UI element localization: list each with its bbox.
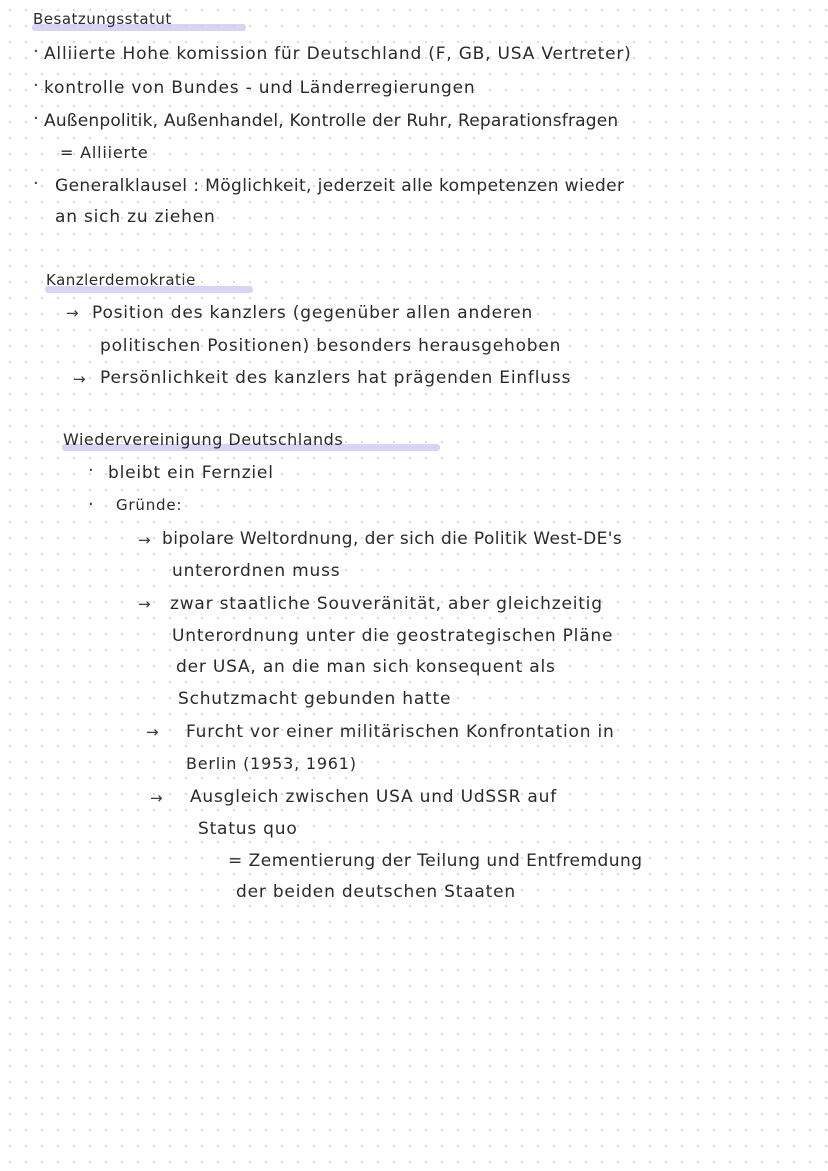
note-line: Schutzmacht gebunden hatte — [178, 689, 452, 709]
note-line: Persönlichkeit des kanzlers hat prägenden Einfluss — [100, 368, 572, 388]
section-heading: Besatzungsstatut — [33, 10, 172, 28]
bullet-dot: · — [88, 494, 94, 515]
note-line: bleibt ein Fernziel — [108, 463, 274, 483]
note-line: Position des kanzlers (gegenüber allen anderen — [92, 303, 534, 323]
note-line: Status quo — [198, 819, 298, 839]
note-line: an sich zu ziehen — [55, 207, 216, 227]
note-line: Ausgleich zwischen USA und UdSSR auf — [190, 787, 557, 807]
note-line: der USA, an die man sich konsequent als — [176, 657, 556, 677]
section-heading: Wiedervereinigung Deutschlands — [63, 430, 344, 449]
arrow-icon: → — [73, 370, 86, 388]
arrow-icon: → — [66, 304, 79, 322]
bullet-dot: · — [33, 41, 39, 62]
note-line: bipolare Weltordnung, der sich die Politik West-DE's — [162, 529, 623, 549]
arrow-icon: → — [138, 531, 151, 549]
bullet-dot: · — [33, 75, 39, 96]
note-line: Unterordnung unter die geostrategischen Pläne — [172, 626, 614, 646]
bullet-dot: · — [33, 173, 39, 194]
section-heading: Kanzlerdemokratie — [46, 271, 196, 289]
note-line: Berlin (1953, 1961) — [186, 754, 357, 773]
bullet-dot: · — [88, 460, 94, 481]
note-line: = Zementierung der Teilung und Entfremdung — [228, 851, 643, 871]
note-line: Furcht vor einer militärischen Konfrontation in — [186, 722, 615, 742]
note-line: politischen Positionen) besonders herausgehoben — [100, 336, 562, 356]
note-line: Gründe: — [116, 496, 183, 514]
note-line: Außenpolitik, Außenhandel, Kontrolle der Ruhr, Reparationsfragen — [44, 111, 619, 131]
arrow-icon: → — [150, 789, 163, 807]
arrow-icon: → — [146, 723, 159, 741]
note-line: zwar staatliche Souveränität, aber gleichzeitig — [170, 594, 603, 614]
bullet-dot: · — [33, 108, 39, 129]
note-line: Generalklausel : Möglichkeit, jederzeit alle kompetenzen wieder — [55, 176, 625, 196]
note-line: Alliierte Hohe komission für Deutschland (F, GB, USA Vertreter) — [44, 44, 632, 64]
note-line: kontrolle von Bundes - und Länderregierungen — [44, 78, 476, 98]
note-line: der beiden deutschen Staaten — [236, 882, 516, 902]
note-line: = Alliierte — [60, 143, 149, 162]
note-line: unterordnen muss — [172, 561, 341, 581]
arrow-icon: → — [138, 595, 151, 613]
